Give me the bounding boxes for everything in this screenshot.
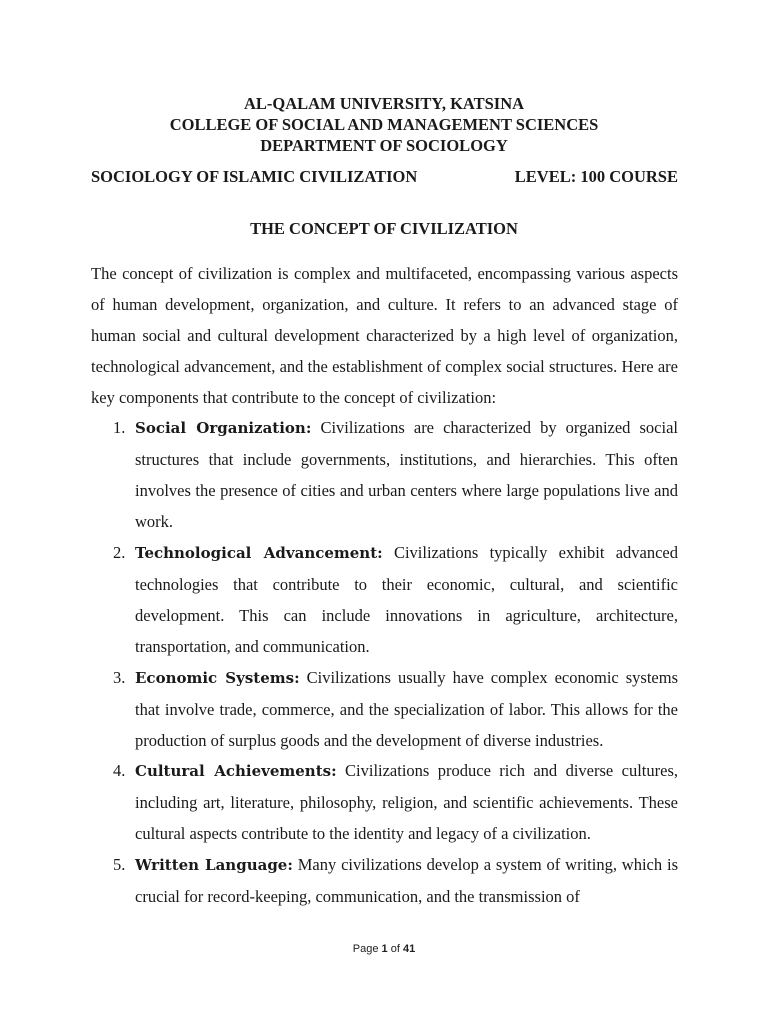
section-title: THE CONCEPT OF CIVILIZATION [250, 219, 518, 238]
list-item-number: 3. [113, 668, 126, 687]
list-item-term: Technological Advancement: [135, 544, 383, 562]
list-item-text: Many civilizations develop a system of writing, which is crucial for record-keeping, communication, and the transmission of [135, 855, 678, 906]
university-name: AL-QALAM UNIVERSITY, KATSINA [243, 94, 525, 113]
course-level: LEVEL: 100 COURSE [514, 167, 678, 186]
page-footer [0, 943, 768, 955]
list-item-text: Civilizations produce rich and diverse cultures, including art, literature, philosophy, religion, and scientific achievements. These cultural aspects contribute to the identity and legacy of a civilization. [135, 761, 678, 843]
list-item-body [135, 849, 678, 912]
list-item-text: Civilizations typically exhibit advanced technologies that contribute to their economic, cultural, and scientific development. This can include innovations in agriculture, architecture, transportation, and communication. [135, 543, 678, 656]
page-label: Page [352, 943, 379, 955]
list-item-body [135, 755, 678, 849]
intro-paragraph: The concept of civilization is complex and multifaceted, encompassing various aspects of human development, organization, and culture. It refers to an advanced stage of human social and cultural development characterized by a high level of organization, technological advancement, and the establishment of complex social structures. Here are key components that contribute to the concept of civilization: [91, 264, 678, 407]
college-name: COLLEGE OF SOCIAL AND MANAGEMENT SCIENCES [169, 115, 599, 134]
list-item-text: Civilizations are characterized by organized social structures that include governments, institutions, and hierarchies. This often involves the presence of cities and urban centers where large populations live and work. [135, 418, 678, 531]
list-item-body [135, 537, 678, 662]
list-item-text: Civilizations usually have complex economic systems that involve trade, commerce, and the specialization of labor. This allows for the production of surplus goods and the development of diverse industries. [135, 668, 678, 750]
list-item-body [135, 662, 678, 756]
list-item-term: Social Organization: [135, 419, 312, 437]
page-current: 1 [381, 943, 388, 955]
department-name: DEPARTMENT OF SOCIOLOGY [260, 136, 508, 155]
list-item-number: 1. [113, 418, 126, 437]
course-title: SOCIOLOGY OF ISLAMIC CIVILIZATION [91, 167, 418, 186]
list-item-number: 5. [113, 855, 126, 874]
list-item-number: 4. [113, 761, 126, 780]
list-item-term: Economic Systems: [135, 669, 300, 687]
document-header [0, 93, 768, 156]
list-item-number: 2. [113, 543, 126, 562]
page-total: 41 [402, 943, 416, 955]
list-item-term: Cultural Achievements: [135, 762, 337, 780]
list-item-term: Written Language: [135, 856, 293, 874]
list-item-body [135, 412, 678, 537]
page-of: of [390, 943, 400, 955]
